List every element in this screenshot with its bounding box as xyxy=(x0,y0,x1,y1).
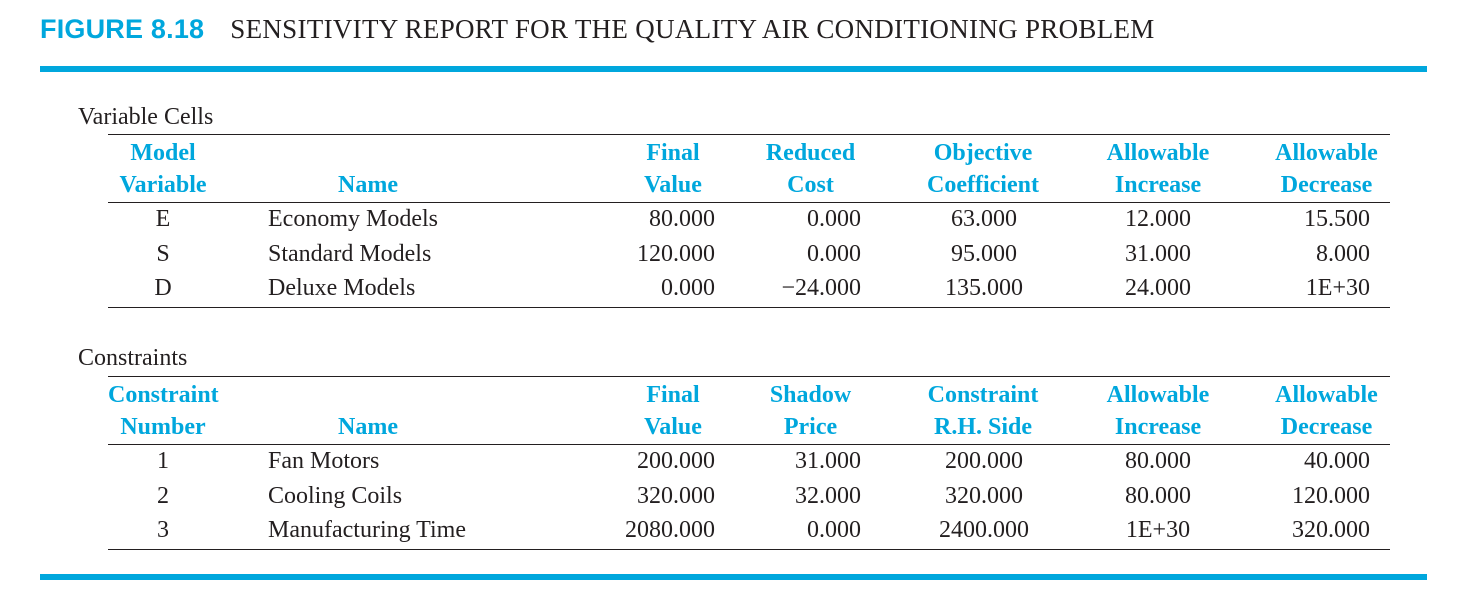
constraint-row-cell: 40.000 xyxy=(1304,448,1370,474)
constraint-row-cell: 120.000 xyxy=(1292,482,1370,509)
column-header: Reduced xyxy=(765,140,856,166)
constraint-row-cell: 3 xyxy=(157,517,169,543)
table-top-rule xyxy=(108,134,1390,135)
column-header: Variable xyxy=(119,172,207,198)
constraint-row-cell: 200.000 xyxy=(637,448,715,474)
column-header: Increase xyxy=(1114,172,1202,198)
constraint-row-cell: Fan Motors xyxy=(268,448,380,474)
variable-row-cell: 31.000 xyxy=(1125,240,1191,267)
column-header: Value xyxy=(644,414,702,440)
column-header: Name xyxy=(338,172,398,198)
variable-row-cell: 0.000 xyxy=(807,240,861,267)
column-header: Number xyxy=(120,414,206,440)
figure-label: FIGURE 8.18 xyxy=(40,14,205,44)
variable-row-cell: 0.000 xyxy=(807,206,861,232)
column-header: Final xyxy=(646,140,700,166)
column-header: Coefficient xyxy=(927,172,1039,198)
column-header: Allowable xyxy=(1106,140,1210,166)
constraints-title: Constraints xyxy=(78,345,188,371)
variable-row-cell: D xyxy=(154,275,172,301)
column-header: Model xyxy=(130,140,196,166)
constraint-row-cell: 2 xyxy=(157,482,169,509)
figure-title: SENSITIVITY REPORT FOR THE QUALITY AIR CONDITIONING PROBLEM xyxy=(230,14,1155,44)
constraint-row-cell: Cooling Coils xyxy=(268,482,403,509)
variable-row-cell: S xyxy=(156,240,170,267)
variable-row-cell: 15.500 xyxy=(1304,206,1370,232)
figure-heading xyxy=(40,14,1155,45)
column-header: Value xyxy=(644,172,702,198)
constraint-row-cell: 0.000 xyxy=(807,517,861,543)
column-header: Shadow xyxy=(769,382,852,408)
variable-row-cell: −24.000 xyxy=(781,275,861,301)
variable-row-cell: 12.000 xyxy=(1125,206,1191,232)
column-header: Price xyxy=(783,414,838,440)
constraint-row-cell: 1 xyxy=(157,448,169,474)
table-top-rule xyxy=(108,376,1390,377)
column-header: R.H. Side xyxy=(933,414,1032,440)
constraint-row-cell: 32.000 xyxy=(795,482,861,509)
variable-row-cell: 120.000 xyxy=(637,240,715,267)
column-header: Objective xyxy=(933,140,1033,166)
column-header: Allowable xyxy=(1275,382,1378,408)
constraint-row-cell: 320.000 xyxy=(637,482,715,509)
bottom-rule xyxy=(40,574,1427,580)
variable-row-cell: 8.000 xyxy=(1316,240,1370,267)
variable-row-cell: Deluxe Models xyxy=(268,275,416,301)
constraint-row-cell: 80.000 xyxy=(1125,482,1191,509)
constraint-row-cell: 2400.000 xyxy=(939,517,1029,543)
variable-row-cell: 0.000 xyxy=(661,275,715,301)
constraint-row-cell: 80.000 xyxy=(1125,448,1191,474)
column-header: Allowable xyxy=(1275,140,1378,166)
table-bottom-rule xyxy=(108,549,1390,550)
variable-row-cell: Standard Models xyxy=(268,240,432,267)
top-rule xyxy=(40,66,1427,72)
column-header: Name xyxy=(338,414,398,440)
variable-row-cell: E xyxy=(155,206,171,232)
column-header: Increase xyxy=(1114,414,1202,440)
variable-row-cell: 1E+30 xyxy=(1305,275,1370,301)
variable-row-cell: 24.000 xyxy=(1125,275,1191,301)
variable-row-cell: 135.000 xyxy=(945,275,1023,301)
variable-row-cell: 95.000 xyxy=(951,240,1017,267)
variable-row-cell: 63.000 xyxy=(951,206,1017,232)
variable-cells-title: Variable Cells xyxy=(78,104,214,130)
constraint-row-cell: 1E+30 xyxy=(1125,517,1191,543)
variable-row-cell: 80.000 xyxy=(649,206,715,232)
column-header: Final xyxy=(646,382,700,408)
column-header: Decrease xyxy=(1280,414,1373,440)
column-header: Decrease xyxy=(1280,172,1373,198)
column-header: Allowable xyxy=(1106,382,1210,408)
column-header: Constraint xyxy=(927,382,1039,408)
column-header: Constraint xyxy=(108,382,219,408)
table-bottom-rule xyxy=(108,307,1390,308)
constraint-row-cell: 2080.000 xyxy=(625,517,715,543)
constraint-row-cell: 320.000 xyxy=(1292,517,1370,543)
column-header: Cost xyxy=(787,172,834,198)
constraint-row-cell: 200.000 xyxy=(945,448,1023,474)
variable-row-cell: Economy Models xyxy=(268,206,438,232)
constraint-row-cell: 31.000 xyxy=(795,448,861,474)
constraint-row-cell: Manufacturing Time xyxy=(268,517,466,543)
constraint-row-cell: 320.000 xyxy=(945,482,1023,509)
